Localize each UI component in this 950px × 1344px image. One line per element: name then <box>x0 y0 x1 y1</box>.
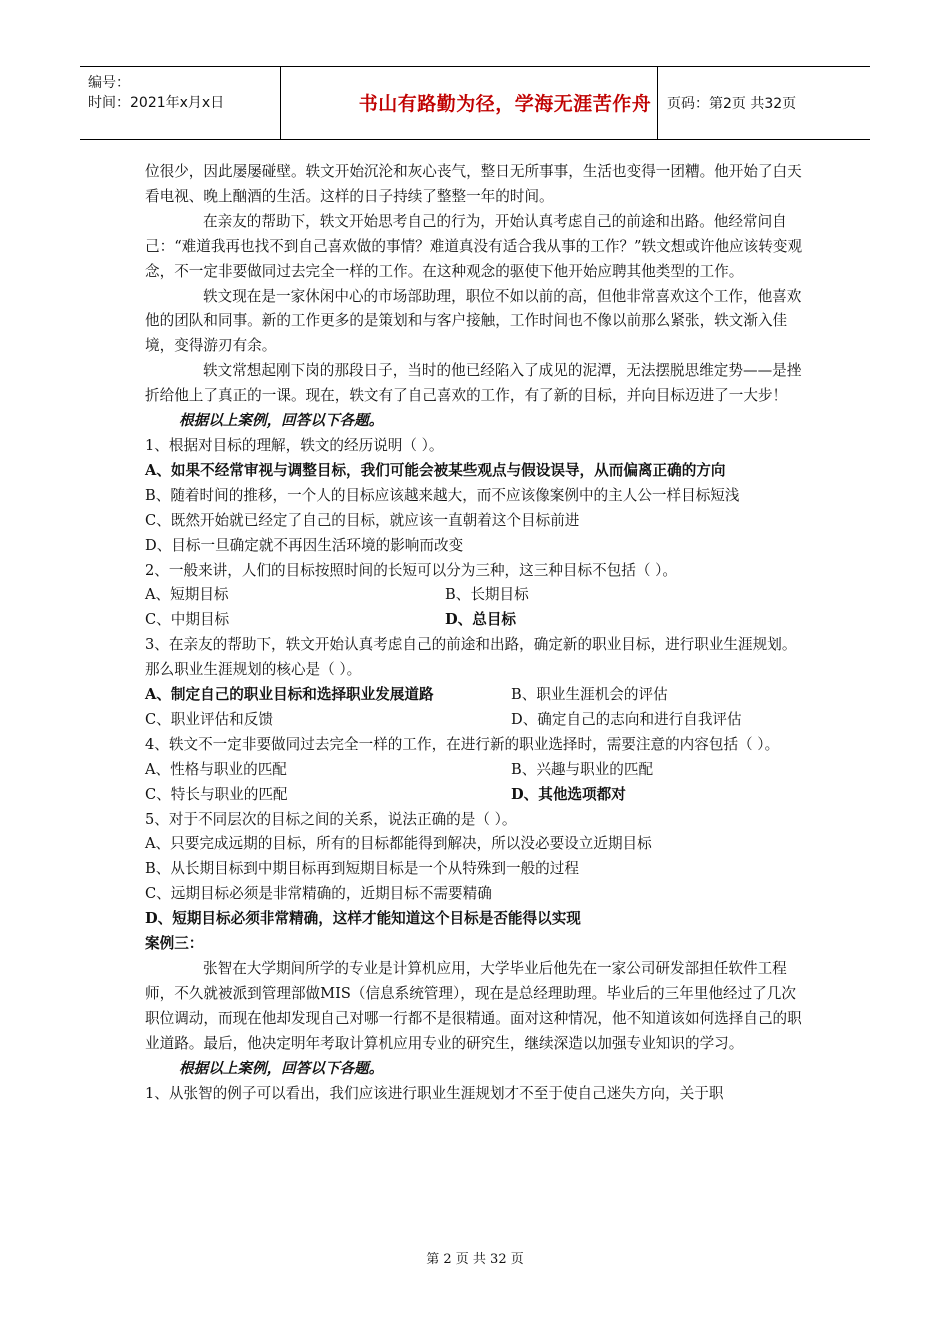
page-header <box>80 66 870 140</box>
q3-option-a-answer: A、制定自己的职业目标和选择职业发展道路 <box>145 686 434 704</box>
paragraph: 轶文常想起刚下岗的那段日子，当时的他已经陷入了成见的泥潭，无法摆脱思维定势——是挫折给他上了真正的一课。现在，轶文有了自己喜欢的工作，有了新的目标，并向目标迈进了一大步！ <box>145 362 802 405</box>
q1-option-a-answer: A、如果不经常审视与调整目标，我们可能会被某些观点与假设误导，从而偏离正确的方向 <box>145 461 726 479</box>
q3-options-row-1 <box>145 683 810 708</box>
q5-option-a: A、只要完成远期的目标，所有的目标都能得到解决，所以没必要设立近期目标 <box>145 835 652 853</box>
q2-option-c: C、中期目标 <box>145 611 230 629</box>
page-footer: 第 2 页 共 32 页 <box>426 1252 524 1267</box>
q5-option-b: B、从长期目标到中期目标再到短期目标是一个从特殊到一般的过程 <box>145 860 579 878</box>
q2-options-row-2 <box>145 608 810 633</box>
q3-option-d: D、确定自己的志向和进行自我评估 <box>511 710 742 728</box>
header-meta <box>88 73 224 113</box>
q4-options-row-1 <box>145 758 810 783</box>
section-instruction: 根据以上案例，回答以下各题。 <box>179 412 384 430</box>
q1-option-c: C、既然开始就已经定了自己的目标，就应该一直朝着这个目标前进 <box>145 511 580 529</box>
q2-option-d-answer: D、总目标 <box>445 611 517 629</box>
q4-option-c: C、特长与职业的匹配 <box>145 785 288 803</box>
q2-options-row-1 <box>145 583 810 608</box>
q4-option-a: A、性格与职业的匹配 <box>145 760 287 778</box>
paragraph: 张智在大学期间所学的专业是计算机应用，大学毕业后他先在一家公司研发部担任软件工程师，不久就被派到管理部做MIS（信息系统管理），现在是总经理助理。毕业后的三年里他经过了几次职位调动，而现在他却发现自己对哪一行都不是很精通。面对这种情况，他不知道该如何选择自己的职业道路。最后，他决定明年考取计算机应用专业的研究生，继续深造以加强专业知识的学习。 <box>145 960 802 1052</box>
header-divider-right <box>657 67 658 139</box>
q5-option-d-answer: D、短期目标必须非常精确，这样才能知道这个目标是否能得以实现 <box>145 910 581 928</box>
q1-option-b: B、随着时间的推移，一个人的目标应该越来越大，而不应该像案例中的主人公一样目标短浅 <box>145 486 740 504</box>
q4-option-d-answer: D、其他选项都对 <box>511 785 626 803</box>
question-6: 1、从张智的例子可以看出，我们应该进行职业生涯规划才不至于使自己迷失方向，关于职 <box>145 1084 724 1102</box>
q1-option-d: D、目标一旦确定就不再因生活环境的影响而改变 <box>145 536 464 554</box>
q2-option-b: B、长期目标 <box>445 586 529 604</box>
section-instruction: 根据以上案例，回答以下各题。 <box>179 1059 384 1077</box>
q3-option-c: C、职业评估和反馈 <box>145 710 273 728</box>
q3-option-b: B、职业生涯机会的评估 <box>511 686 668 704</box>
q3-options-row-2 <box>145 708 810 733</box>
paragraph: 在亲友的帮助下，轶文开始思考自己的行为，开始认真考虑自己的前途和出路。他经常问自己：“难道我再也找不到自己喜欢做的事情？难道真没有适合我从事的工作？”轶文想或许他应该转变观念，不一定非要做同过去完全一样的工作。在这种观念的驱使下他开始应聘其他类型的工作。 <box>145 212 803 280</box>
document-number: 编号： <box>88 75 130 91</box>
q4-option-b: B、兴趣与职业的匹配 <box>511 760 654 778</box>
question-2: 2、一般来讲，人们的目标按照时间的长短可以分为三种，这三种目标不包括（ ）。 <box>145 561 678 579</box>
q4-options-row-2 <box>145 783 810 808</box>
header-motto: 书山有路勤为径，学海无涯苦作舟 <box>358 93 652 115</box>
q5-option-c: C、远期目标必须是非常精确的，近期目标不需要精确 <box>145 885 492 903</box>
paragraph: 位很少，因此屡屡碰壁。轶文开始沉沦和灰心丧气，整日无所事事，生活也变得一团糟。他开始了白天看电视、晚上酗酒的生活。这样的日子持续了整整一年的时间。 <box>145 163 802 205</box>
question-1: 1、根据对目标的理解，轶文的经历说明（ ）。 <box>145 436 444 454</box>
question-3: 3、在亲友的帮助下，轶文开始认真考虑自己的前途和出路，确定新的职业目标，进行职业生涯规划。那么职业生涯规划的核心是（ ）。 <box>145 636 797 679</box>
q2-option-a: A、短期目标 <box>145 586 229 604</box>
document-date: 时间：2021年x月x日 <box>88 95 225 111</box>
paragraph: 轶文现在是一家休闲中心的市场部助理，职位不如以前的高，但他非常喜欢这个工作，他喜欢他的团队和同事。新的工作更多的是策划和与客户接触，工作时间也不像以前那么紧张，轶文渐入佳境，变得游刃有余。 <box>145 287 802 355</box>
header-page-info: 页码：第2页 共32页 <box>667 96 797 112</box>
question-4: 4、轶文不一定非要做同过去完全一样的工作，在进行新的职业选择时，需要注意的内容包括（ ）。 <box>145 735 780 753</box>
case-heading: 案例三： <box>145 935 204 953</box>
document-body <box>145 160 810 1106</box>
question-5: 5、对于不同层次的目标之间的关系，说法正确的是（ ）。 <box>145 810 517 828</box>
